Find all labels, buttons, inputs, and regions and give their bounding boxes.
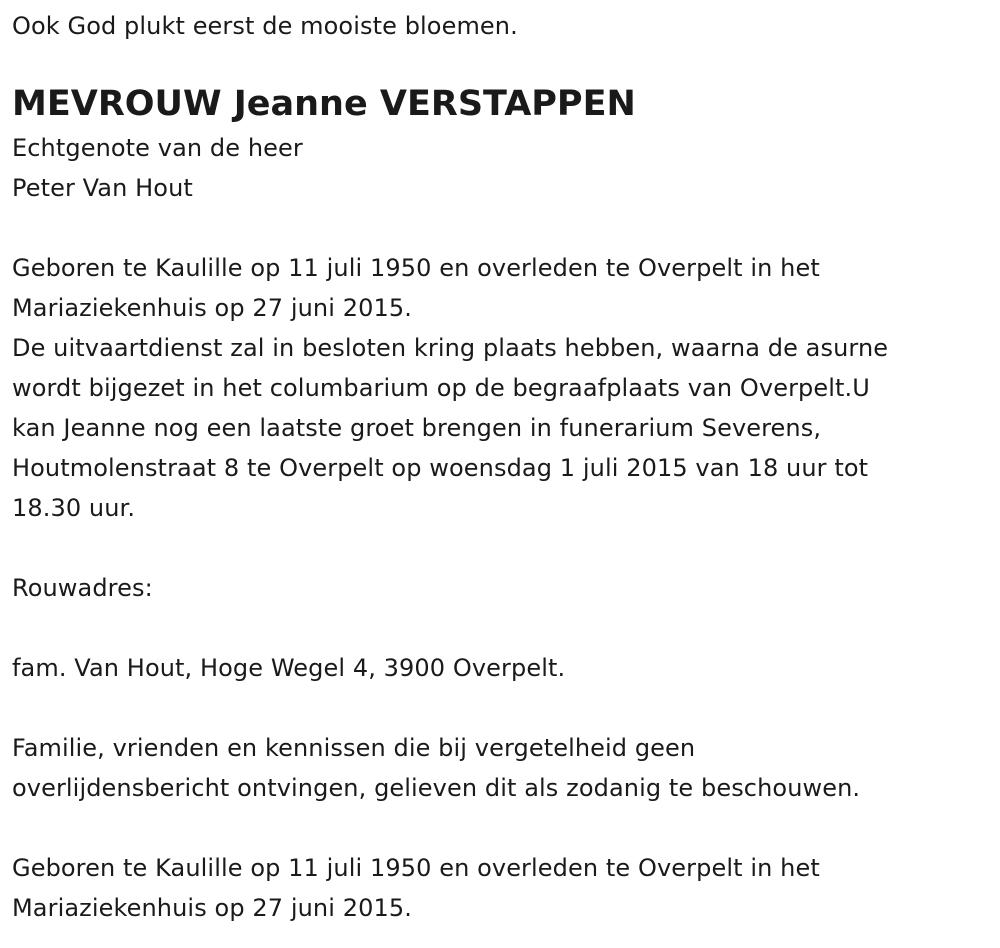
- address-label: Rouwadres:: [12, 574, 153, 602]
- repeat-line-1: Geboren te Kaulille op 11 juli 1950 en overleden te Overpelt in het: [12, 854, 820, 882]
- service-line-3: kan Jeanne nog een laatste groet brengen in funerarium Severens,: [12, 414, 822, 442]
- relation-line-2: Peter Van Hout: [12, 174, 193, 202]
- spacer: [12, 528, 987, 568]
- spacer: [12, 808, 987, 848]
- address-value: fam. Van Hout, Hoge Wegel 4, 3900 Overpelt.: [12, 654, 566, 682]
- spacer: [12, 208, 987, 248]
- notice-line-1: Familie, vrienden en kennissen die bij vergetelheid geen: [12, 734, 696, 762]
- spacer: [12, 608, 987, 648]
- repeat-line-2: Mariaziekenhuis op 27 juni 2015.: [12, 894, 412, 922]
- born-died-line-2: Mariaziekenhuis op 27 juni 2015.: [12, 294, 412, 322]
- notice-line-2: overlijdensbericht ontvingen, gelieven dit als zodanig te beschouwen.: [12, 774, 861, 802]
- service-line-5: 18.30 uur.: [12, 494, 136, 522]
- service-line-4: Houtmolenstraat 8 te Overpelt op woensdag 1 juli 2015 van 18 uur tot: [12, 454, 869, 482]
- relation-line-1: Echtgenote van de heer: [12, 134, 303, 162]
- obituary-document: [12, 0, 987, 928]
- service-line-2: wordt bijgezet in het columbarium op de begraafplaats van Overpelt.U: [12, 374, 870, 402]
- deceased-name: MEVROUW Jeanne VERSTAPPEN: [12, 84, 636, 124]
- opening-quote: Ook God plukt eerst de mooiste bloemen.: [12, 12, 518, 40]
- service-line-1: De uitvaartdienst zal in besloten kring plaats hebben, waarna de asurne: [12, 334, 889, 362]
- born-died-line-1: Geboren te Kaulille op 11 juli 1950 en overleden te Overpelt in het: [12, 254, 820, 282]
- spacer: [12, 688, 987, 728]
